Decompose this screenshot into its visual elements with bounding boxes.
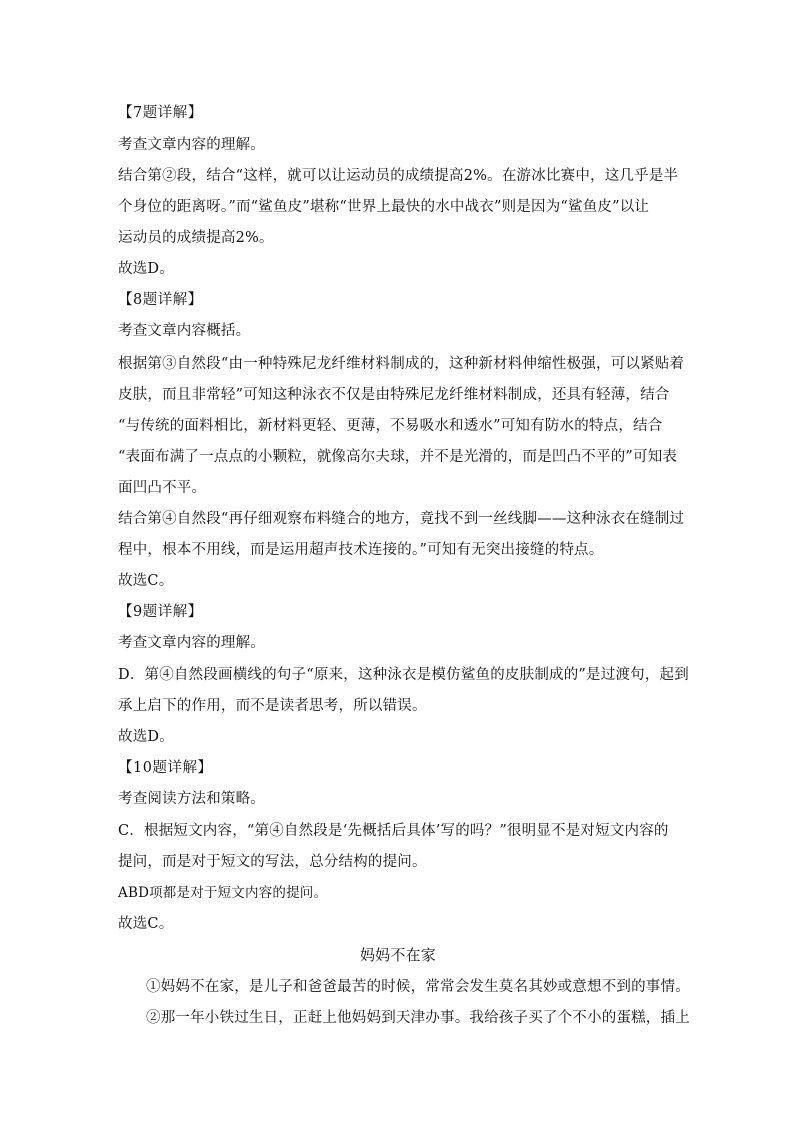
text-line: 根据第③自然段“由一种特殊尼龙纤维材料制成的，这种新材料伸缩性极强，可以紧贴着 (118, 356, 685, 372)
text-line: 考查文章内容的理解。 (118, 137, 265, 153)
text-line: 提问，而是对于短文的写法，总分结构的提问。 (118, 854, 427, 870)
text-line: “表面布满了一点点的小颗粒，就像高尔夫球，并不是光滑的，而是凹凸不平的”可知表 (118, 449, 678, 465)
text-line: C．根据短文内容，“第④自然段是‘先概括后具体’写的吗？”很明显不是对短文内容的 (118, 823, 669, 839)
text-line: 个身位的距离呀。”而“鲨鱼皮”堪称“世界上最快的水中战衣”则是因为“鲨鱼皮”以让 (118, 199, 650, 215)
text-line: 考查文章内容的理解。 (118, 635, 265, 651)
text-line: 运动员的成绩提高2%。 (118, 230, 274, 246)
answer-line: 故选C。 (118, 916, 174, 932)
text-line: 考查阅读方法和策略。 (118, 791, 265, 807)
text-line: 考查文章内容概括。 (118, 323, 251, 339)
section-heading-q9: 【9题详解】 (118, 604, 203, 620)
answer-line: 故选D。 (118, 729, 174, 745)
text-line: D．第④自然段画横线的句子“原来，这种泳衣是模仿鲨鱼的皮肤制成的”是过渡句，起到 (118, 667, 689, 683)
text-line: “与传统的面料相比，新材料更轻、更薄，不易吸水和透水”可知有防水的特点，结合 (118, 418, 663, 434)
section-heading-q10: 【10题详解】 (118, 760, 213, 776)
text-line: ABD项都是对于短文内容的提问。 (118, 885, 328, 901)
passage-paragraph: ②那一年小铁过生日，正赶上他妈妈到天津办事。我给孩子买了个不小的蛋糕，插上 (146, 1010, 690, 1026)
section-heading-q7: 【7题详解】 (118, 105, 203, 121)
section-heading-q8: 【8题详解】 (118, 292, 203, 308)
passage-paragraph: ①妈妈不在家，是儿子和爸爸最苦的时候，常常会发生莫名其妙或意想不到的事情。 (146, 979, 690, 995)
text-line: 程中，根本不用线，而是运用超声技术连接的。”可知有无突出接缝的特点。 (118, 542, 604, 558)
text-line: 结合第④自然段“再仔细观察布料缝合的地方，竟找不到一丝线脚——这种泳衣在缝制过 (118, 511, 685, 527)
passage-title: 妈妈不在家 (359, 946, 436, 964)
answer-line: 故选C。 (118, 573, 174, 589)
text-line: 面凹凸不平。 (118, 480, 207, 496)
text-line: 皮肤，而且非常轻”可知这种泳衣不仅是由特殊尼龙纤维材料制成，还具有轻薄，结合 (118, 387, 670, 403)
answer-line: 故选D。 (118, 261, 174, 277)
text-line: 承上启下的作用，而不是读者思考，所以错误。 (118, 698, 427, 714)
text-line: 结合第②段，结合“这样，就可以让运动员的成绩提高2%。在游冰比赛中，这几乎是半 (118, 168, 679, 184)
